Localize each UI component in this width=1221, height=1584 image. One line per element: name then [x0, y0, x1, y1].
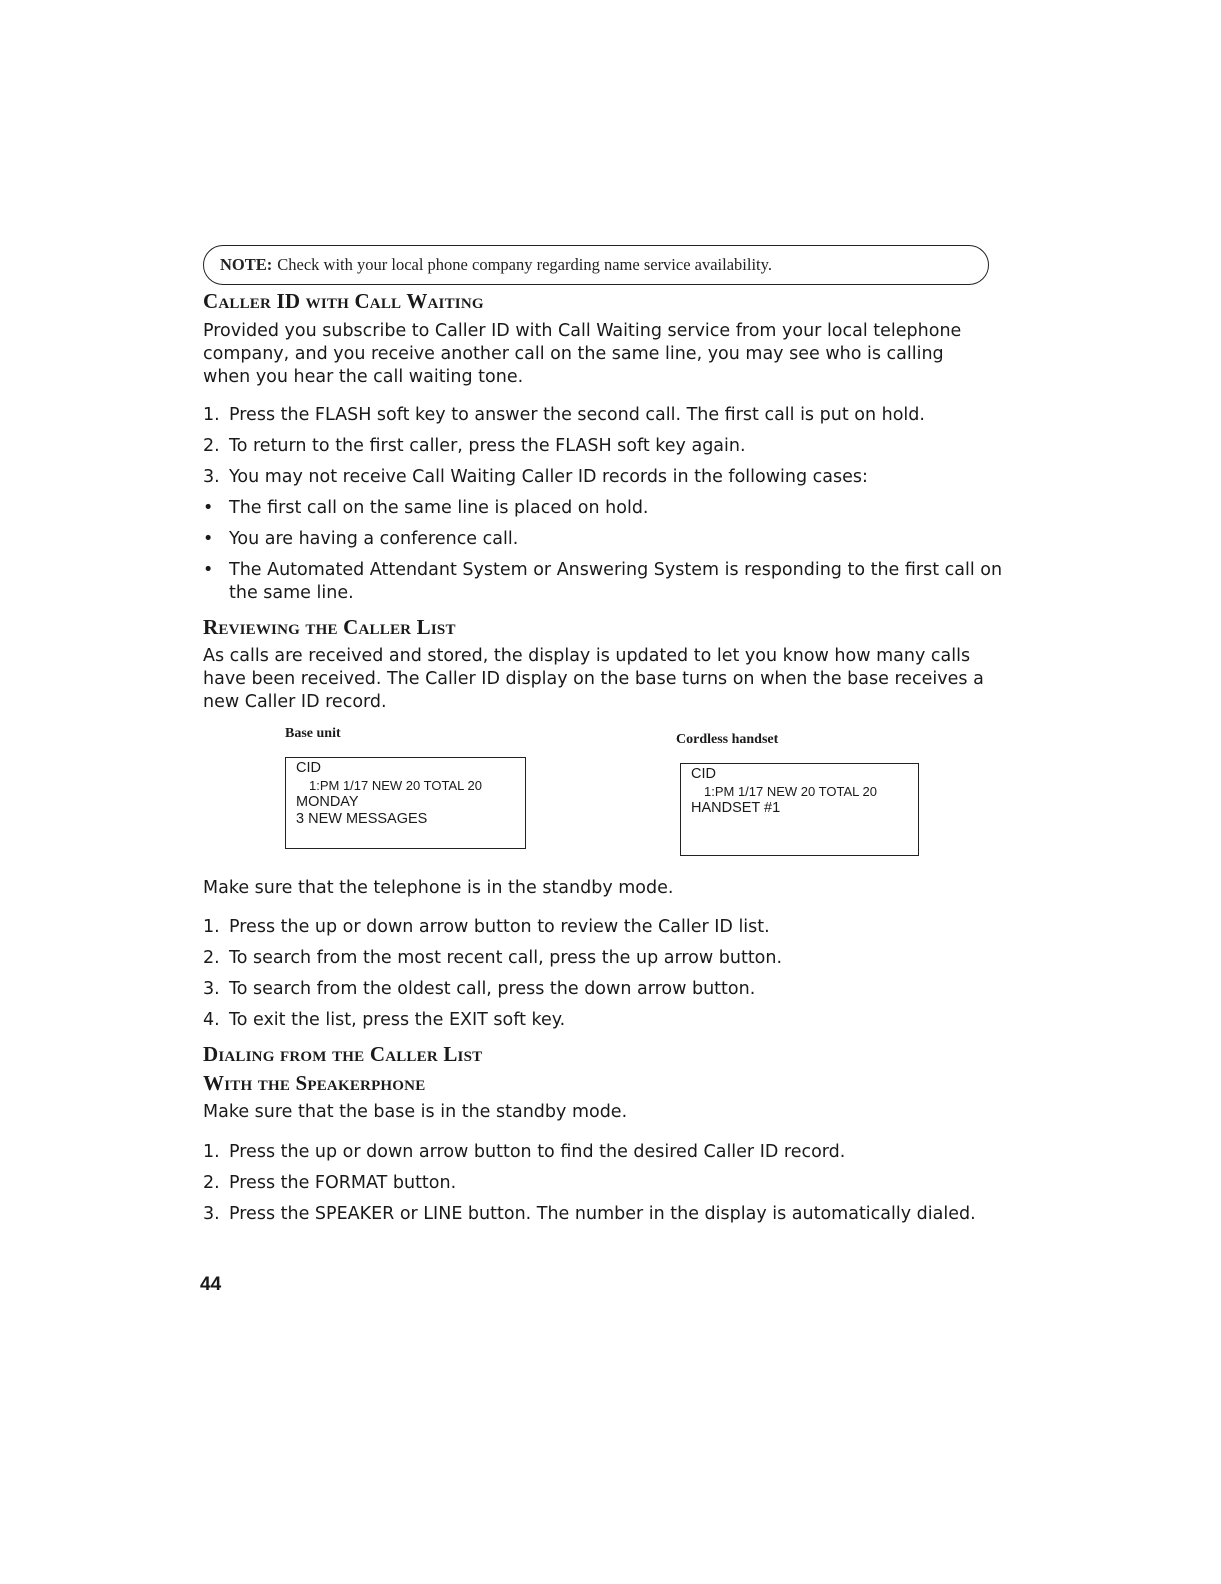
step-text: To search from the oldest call, press the down arrow button. — [229, 979, 756, 999]
step-text: Press the up or down arrow button to review the Caller ID list. — [229, 917, 770, 937]
list-item — [203, 916, 1003, 939]
step-text: Press the FORMAT button. — [229, 1173, 457, 1193]
list-item — [203, 978, 1003, 1001]
list-item — [203, 559, 1003, 605]
reviewing-steps — [203, 916, 1003, 1032]
base-unit-display — [285, 757, 526, 849]
step-number: 3. — [203, 979, 220, 999]
heading-with-speakerphone: With the Speakerphone — [203, 1071, 426, 1095]
step-number: 2. — [203, 1173, 220, 1193]
list-item — [203, 528, 1003, 551]
bullet-text: The Automated Attendant System or Answering System is responding to the first call on the same line. — [229, 560, 1003, 603]
note-box — [203, 245, 989, 285]
call-waiting-intro: Provided you subscribe to Caller ID with Call Waiting service from your local telephone company, and you receive another call on the same line, you may see who is calling when you hear the call waiting tone. — [203, 321, 962, 387]
step-text: To return to the first caller, press the FLASH soft key again. — [229, 436, 746, 456]
list-item — [203, 947, 1003, 970]
call-waiting-steps — [203, 404, 1003, 605]
heading-caller-id-call-waiting: Caller ID with Call Waiting — [203, 289, 484, 313]
display-line: HANDSET #1 — [691, 800, 781, 816]
list-item — [203, 466, 1003, 489]
bullet: • — [203, 498, 214, 518]
display-line: 1:PM 1/17 NEW 20 TOTAL 20 — [704, 784, 877, 799]
reviewing-intro: As calls are received and stored, the display is updated to let you know how many calls have been received. The Caller ID display on the base turns on when the base receives a new Caller ID record. — [203, 646, 984, 712]
list-item — [203, 435, 1003, 458]
list-item — [203, 1009, 1003, 1032]
display-line: 3 NEW MESSAGES — [296, 811, 428, 827]
display-line: MONDAY — [296, 794, 359, 810]
dialing-standby-note: Make sure that the base is in the standby mode. — [203, 1102, 628, 1122]
reviewing-standby-note: Make sure that the telephone is in the standby mode. — [203, 878, 674, 898]
display-line: CID — [691, 766, 716, 782]
display-line: CID — [296, 760, 321, 776]
bullet: • — [203, 560, 214, 580]
base-unit-label: Base unit — [285, 726, 341, 741]
step-number: 4. — [203, 1010, 220, 1030]
list-item — [203, 1172, 1003, 1195]
step-text: To search from the most recent call, press the up arrow button. — [229, 948, 783, 968]
heading-reviewing-caller-list: Reviewing the Caller List — [203, 615, 456, 639]
list-item — [203, 497, 1003, 520]
step-number: 1. — [203, 1142, 220, 1162]
step-text: Press the up or down arrow button to find the desired Caller ID record. — [229, 1142, 846, 1162]
cordless-handset-label: Cordless handset — [676, 732, 779, 747]
step-text: Press the FLASH soft key to answer the second call. The first call is put on hold. — [229, 405, 925, 425]
note-label: NOTE: — [220, 255, 273, 274]
step-number: 3. — [203, 467, 220, 487]
heading-dialing-from-caller-list: Dialing from the Caller List — [203, 1042, 483, 1066]
dialing-steps — [203, 1141, 1003, 1226]
step-number: 1. — [203, 405, 220, 425]
step-text: You may not receive Call Waiting Caller ID records in the following cases: — [229, 467, 868, 487]
step-number: 2. — [203, 948, 220, 968]
step-number: 1. — [203, 917, 220, 937]
display-line: 1:PM 1/17 NEW 20 TOTAL 20 — [309, 778, 482, 793]
step-text: To exit the list, press the EXIT soft key. — [229, 1010, 566, 1030]
page-number: 44 — [200, 1274, 222, 1295]
bullet-text: You are having a conference call. — [229, 529, 519, 549]
note-text: Check with your local phone company regarding name service availability. — [277, 255, 772, 274]
bullet: • — [203, 529, 214, 549]
cordless-handset-display — [680, 763, 919, 856]
list-item — [203, 404, 1003, 427]
step-number: 2. — [203, 436, 220, 456]
list-item — [203, 1203, 1003, 1226]
step-number: 3. — [203, 1204, 220, 1224]
list-item — [203, 1141, 1003, 1164]
step-text: Press the SPEAKER or LINE button. The number in the display is automatically dialed. — [229, 1204, 976, 1224]
bullet-text: The first call on the same line is placed on hold. — [229, 498, 649, 518]
